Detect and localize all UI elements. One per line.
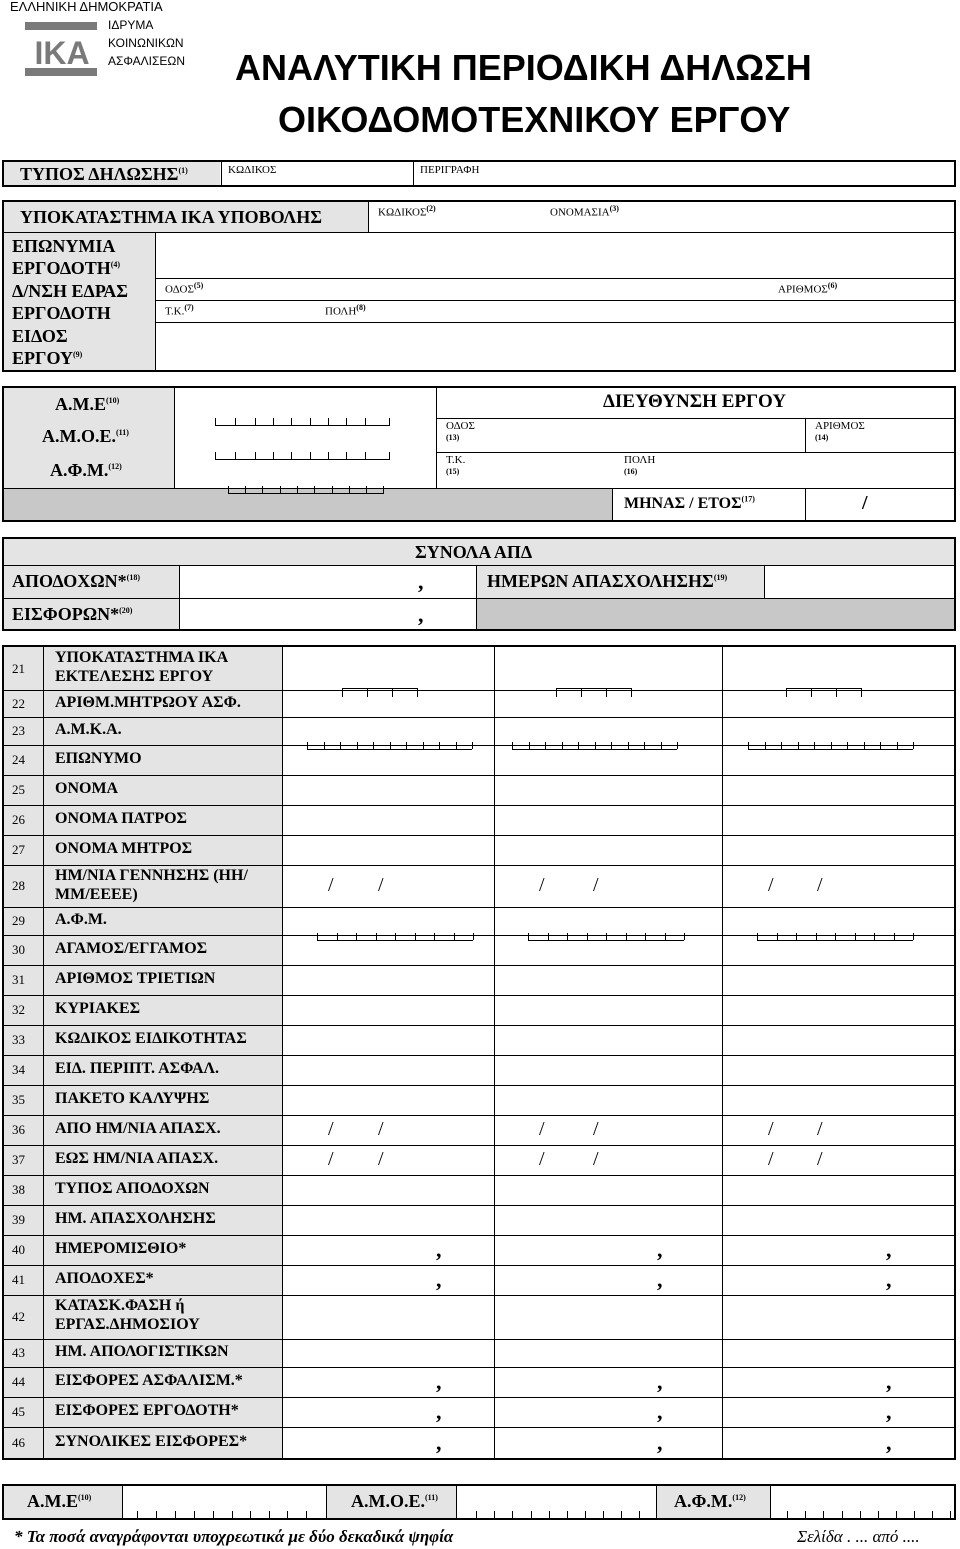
branch-name-field[interactable]: ΟΝΟΜΑΣΙΑ$^{(3)}$ — [550, 204, 619, 219]
earnings-total-field[interactable]: , — [418, 569, 424, 594]
employee-1-cell[interactable] — [284, 1177, 492, 1204]
project-street-label: ΟΔΟΣ — [446, 420, 475, 432]
row-number: 43 — [12, 1345, 25, 1360]
employer-number-field[interactable]: ΑΡΙΘΜΟΣ$^{(6)}$ — [778, 281, 838, 296]
digit-boxes[interactable] — [757, 933, 913, 941]
row-label: ΕΙΔ. ΠΕΡΙΠΤ. ΑΣΦΑΛ. — [55, 1060, 220, 1077]
contributions-total-field[interactable]: , — [418, 602, 424, 627]
declaration-description-field[interactable]: ΠΕΡΙΓΡΑΦΗ — [420, 164, 480, 176]
row-label: ΗΜΕΡΟΜΙΣΘΙΟ* — [55, 1240, 187, 1257]
decimal-separator: , — [436, 1369, 442, 1394]
row-label: ΗΜ. ΑΠΑΣΧΟΛΗΣΗΣ — [55, 1210, 216, 1227]
employee-1-cell[interactable] — [284, 867, 492, 906]
digit-boxes[interactable] — [317, 933, 473, 941]
project-zip-note: (15) — [446, 467, 460, 476]
date-separator: / — [768, 874, 774, 896]
row-number: 38 — [12, 1182, 25, 1197]
project-street-field[interactable] — [480, 420, 802, 450]
employee-3-cell[interactable] — [724, 1177, 952, 1204]
title-line2: ΟΙΚΟΔΟΜΟΤΕΧΝΙΚΟΥ ΕΡΓΟΥ — [278, 99, 791, 140]
row-number: 41 — [12, 1272, 25, 1287]
employee-2-cell[interactable] — [496, 1117, 720, 1144]
employee-2-cell[interactable] — [496, 967, 720, 994]
decimal-separator: , — [436, 1399, 442, 1424]
afm-digit-boxes[interactable] — [215, 452, 390, 460]
employer-address-label2: ΕΡΓΟΔΟΤΗ — [12, 303, 111, 323]
employee-2-cell[interactable] — [496, 1399, 720, 1426]
days-total-field[interactable] — [766, 568, 953, 596]
row-label: ΣΥΝΟΛΙΚΕΣ ΕΙΣΦΟΡΕΣ* — [55, 1432, 248, 1450]
row-number: 42 — [12, 1309, 25, 1324]
employee-2-cell[interactable] — [496, 909, 720, 934]
row-label: ΠΑΚΕΤΟ ΚΑΛΥΨΗΣ — [55, 1090, 210, 1107]
employee-2-cell[interactable] — [496, 807, 720, 834]
project-kind-label1: ΕΙΔΟΣ — [12, 326, 68, 346]
org-line3: ΑΣΦΑΛΙΣΕΩΝ — [108, 54, 186, 68]
employee-1-cell[interactable] — [284, 1429, 492, 1457]
date-separator: / — [768, 1118, 774, 1140]
amoe-digit-boxes[interactable] — [215, 418, 390, 426]
date-separator: / — [768, 1148, 774, 1170]
row-number: 35 — [12, 1092, 25, 1107]
decimal-separator: , — [436, 1429, 442, 1455]
row-label: ΟΝΟΜΑ ΜΗΤΡΟΣ — [55, 840, 193, 857]
row-number: 23 — [12, 723, 25, 738]
employee-1-cell[interactable] — [284, 997, 492, 1024]
employee-2-cell[interactable] — [496, 997, 720, 1024]
date-separator: / — [328, 1148, 334, 1170]
date-separator: / — [593, 1148, 599, 1170]
month-year-label: ΜΗΝΑΣ / ΕΤΟΣ$^{(17)}$ — [624, 494, 755, 512]
row-number: 37 — [12, 1152, 25, 1167]
row-label-line2: ΜΜ/ΕΕΕΕ) — [55, 886, 138, 903]
row-label: ΟΝΟΜΑ ΠΑΤΡΟΣ — [55, 810, 188, 827]
footer-afm-digit-boxes[interactable] — [787, 1511, 951, 1519]
org-line1: ΙΔΡΥΜΑ — [108, 18, 154, 32]
row-label: ΚΥΡΙΑΚΕΣ — [55, 1000, 141, 1017]
employee-1-cell[interactable] — [284, 909, 492, 934]
employer-surname-label1: ΕΠΩΝΥΜΙΑ — [12, 236, 116, 256]
employee-2-cell[interactable] — [496, 1341, 720, 1366]
employee-1-cell[interactable] — [284, 1369, 492, 1396]
row-label: ΚΑΤΑΣΚ.ΦΑΣΗ ή — [55, 1297, 185, 1314]
employee-1-cell[interactable] — [284, 1237, 492, 1264]
employee-3-cell[interactable] — [724, 867, 952, 906]
employee-1-cell[interactable] — [284, 1399, 492, 1426]
ika-logo — [22, 20, 102, 78]
date-separator: / — [593, 874, 599, 896]
row-label: ΤΥΠΟΣ ΑΠΟΔΟΧΩΝ — [55, 1180, 210, 1197]
employee-2-cell[interactable] — [496, 719, 720, 744]
project-zip-label: Τ.Κ. — [446, 454, 466, 466]
page-counter: Σελίδα . ... από .... — [797, 1527, 920, 1546]
row-number: 33 — [12, 1032, 25, 1047]
employee-1-cell[interactable] — [284, 807, 492, 834]
row-number: 45 — [12, 1404, 25, 1419]
employee-2-cell[interactable] — [496, 1057, 720, 1084]
employee-1-cell[interactable] — [284, 649, 492, 689]
contributions-total-label: ΕΙΣΦΟΡΩΝ*$^{(20)}$ — [12, 604, 133, 624]
employee-3-cell[interactable] — [724, 1399, 952, 1426]
decimal-separator: , — [657, 1267, 663, 1292]
digit-boxes[interactable] — [307, 742, 472, 750]
employee-1-cell[interactable] — [284, 837, 492, 864]
row-label: ΑΠΟ ΗΜ/ΝΙΑ ΑΠΑΣΧ. — [55, 1120, 221, 1137]
row-number: 22 — [12, 695, 25, 711]
row-label-line2: ΕΡΓΑΣ.ΔΗΜΟΣΙΟΥ — [55, 1316, 200, 1333]
republic-text: ΕΛΛΗΝΙΚΗ ΔΗΜΟΚΡΑΤΙΑ — [10, 0, 163, 14]
project-address-title: ΔΙΕΥΘΥΝΣΗ ΕΡΓΟΥ — [603, 391, 787, 412]
employee-2-cell[interactable] — [496, 1027, 720, 1054]
row-number: 44 — [12, 1374, 25, 1389]
branch-digit-boxes[interactable] — [556, 688, 632, 697]
decimal-separator: , — [886, 1399, 892, 1424]
date-separator: / — [817, 874, 823, 896]
footer-amoe-label: Α.Μ.Ο.Ε.$^{(11)}$ — [351, 1491, 438, 1511]
digit-boxes[interactable] — [512, 742, 677, 750]
employee-3-cell[interactable] — [724, 1087, 952, 1114]
row-label: ΗΜ. ΑΠΟΛΟΓΙΣΤΙΚΩΝ — [55, 1343, 229, 1360]
row-number: 29 — [12, 913, 25, 928]
employee-3-cell[interactable] — [724, 1429, 952, 1457]
branch-digit-boxes[interactable] — [342, 688, 418, 697]
date-separator: / — [328, 874, 334, 896]
employee-1-cell[interactable] — [284, 1117, 492, 1144]
month-year-field[interactable]: / — [862, 492, 868, 514]
row-number: 46 — [12, 1434, 25, 1450]
employee-2-cell[interactable] — [496, 1087, 720, 1114]
employee-3-cell[interactable] — [724, 807, 952, 834]
project-number-label: ΑΡΙΘΜΟΣ — [815, 420, 865, 432]
date-separator: / — [817, 1148, 823, 1170]
employer-street-field[interactable]: ΟΔΟΣ$^{(5)}$ — [165, 281, 204, 296]
date-separator: / — [817, 1118, 823, 1140]
employee-1-cell[interactable] — [284, 1027, 492, 1054]
employee-1-cell[interactable] — [284, 1267, 492, 1294]
row-label: ΑΓΑΜΟΣ/ΕΓΓΑΜΟΣ — [55, 940, 208, 957]
date-separator: / — [378, 1148, 384, 1170]
date-separator: / — [378, 1118, 384, 1140]
row-number: 26 — [12, 812, 25, 827]
employee-2-cell[interactable] — [496, 747, 720, 774]
afm-label: Α.Φ.Μ.$^{(12)}$ — [50, 460, 122, 480]
employee-2-cell[interactable] — [496, 1147, 720, 1174]
employee-3-cell[interactable] — [724, 967, 952, 994]
employee-1-cell[interactable] — [284, 1057, 492, 1084]
project-city-label: ΠΟΛΗ — [624, 454, 656, 466]
employee-1-cell[interactable] — [284, 777, 492, 804]
employee-3-cell[interactable] — [724, 837, 952, 864]
ame-label: $A.M.E^{(10)}$ — [55, 394, 120, 414]
decimal-separator: , — [436, 1237, 442, 1262]
employee-1-cell[interactable] — [284, 747, 492, 774]
date-separator: / — [539, 874, 545, 896]
row-number: 31 — [12, 972, 25, 987]
employee-1-cell[interactable] — [284, 967, 492, 994]
decimal-separator: , — [886, 1429, 892, 1455]
project-city-note: (16) — [624, 467, 638, 476]
row-label: ΕΠΩΝΥΜΟ — [55, 750, 142, 767]
date-separator: / — [593, 1118, 599, 1140]
row-number: 39 — [12, 1212, 25, 1227]
footer-ame-digit-boxes[interactable] — [137, 1511, 307, 1519]
employee-2-cell[interactable] — [496, 649, 720, 689]
employer-surname-field[interactable] — [157, 235, 953, 277]
project-kind-field[interactable] — [157, 324, 953, 368]
decimal-separator: , — [657, 1429, 663, 1455]
row-label: ΚΩΔΙΚΟΣ ΕΙΔΙΚΟΤΗΤΑΣ — [55, 1030, 247, 1047]
digit-boxes[interactable] — [748, 742, 913, 750]
employee-2-cell[interactable] — [496, 1207, 720, 1234]
employee-2-cell[interactable] — [496, 1177, 720, 1204]
row-label: ΑΠΟΔΟΧΕΣ* — [55, 1270, 154, 1287]
employee-1-cell[interactable] — [284, 1297, 492, 1338]
decimal-separator: , — [436, 1267, 442, 1292]
footer-note: * Τα ποσά αναγράφονται υποχρεωτικά με δύο δεκαδικά ψηφία — [14, 1527, 454, 1546]
row-label: ΑΡΙΘΜΟΣ ΤΡΙΕΤΙΩΝ — [55, 970, 216, 987]
employee-2-cell[interactable] — [496, 867, 720, 906]
employee-1-cell[interactable] — [284, 1207, 492, 1234]
decimal-separator: , — [657, 1369, 663, 1394]
employer-surname-label2: ΕΡΓΟΔΟΤΗ$^{(4)}$ — [12, 258, 121, 278]
row-number: 25 — [12, 782, 25, 797]
employee-2-cell[interactable] — [496, 1369, 720, 1396]
row-number: 32 — [12, 1002, 25, 1017]
branch-digit-boxes[interactable] — [786, 688, 862, 697]
row-label: Α.Φ.Μ. — [55, 911, 107, 928]
title-line1: ΑΝΑΛΥΤΙΚΗ ΠΕΡΙΟΔΙΚΗ ΔΗΛΩΣΗ — [235, 47, 812, 88]
employer-city-field[interactable]: ΠΟΛΗ$^{(8)}$ — [325, 303, 366, 318]
employee-3-cell[interactable] — [724, 1207, 952, 1234]
employee-3-cell[interactable] — [724, 1027, 952, 1054]
decimal-separator: , — [886, 1267, 892, 1292]
employee-2-cell[interactable] — [496, 1267, 720, 1294]
row-label: Α.Μ.Κ.Α. — [55, 721, 122, 738]
afm-digit-boxes-2[interactable] — [228, 486, 384, 494]
employer-zip-field[interactable]: Τ.Κ.$^{(7)}$ — [165, 303, 194, 318]
branch-code-field[interactable]: ΚΩΔΙΚΟΣ$^{(2)}$ — [378, 204, 436, 219]
project-kind-label2: ΕΡΓΟΥ$^{(9)}$ — [12, 348, 83, 368]
employee-3-cell[interactable] — [724, 747, 952, 774]
employee-1-cell[interactable] — [284, 1087, 492, 1114]
decimal-separator: , — [886, 1369, 892, 1394]
row-label-line2: ΕΚΤΕΛΕΣΗΣ ΕΡΓΟΥ — [55, 668, 214, 685]
employee-3-cell[interactable] — [724, 1341, 952, 1366]
employee-3-cell[interactable] — [724, 1117, 952, 1144]
project-street-note: (13) — [446, 433, 460, 442]
row-label: ΕΙΣΦΟΡΕΣ ΕΡΓΟΔΟΤΗ* — [55, 1402, 239, 1419]
row-label: ΑΡΙΘΜ.ΜΗΤΡΩΟΥ ΑΣΦ. — [55, 693, 241, 711]
row-label: ΗΜ/ΝΙΑ ΓΕΝΝΗΣΗΣ (ΗΗ/ — [55, 867, 248, 884]
decimal-separator: , — [657, 1237, 663, 1262]
employee-2-cell[interactable] — [496, 837, 720, 864]
totals-title: ΣΥΝΟΛΑ ΑΠΔ — [415, 542, 533, 562]
employee-3-cell[interactable] — [724, 777, 952, 804]
employee-1-cell[interactable] — [284, 937, 492, 964]
declaration-type-label: ΤΥΠΟΣ ΔΗΛΩΣΗΣ$^{(1)}$ — [20, 164, 188, 184]
row-number: 30 — [12, 942, 25, 957]
employee-2-cell[interactable] — [496, 777, 720, 804]
row-label: ΕΩΣ ΗΜ/ΝΙΑ ΑΠΑΣΧ. — [55, 1150, 219, 1167]
row-label: ΥΠΟΚΑΤΑΣΤΗΜΑ ΙΚΑ — [55, 649, 229, 666]
employee-3-cell[interactable] — [724, 1369, 952, 1396]
employee-1-cell[interactable] — [284, 719, 492, 744]
employee-3-cell[interactable] — [724, 649, 952, 689]
decimal-separator: , — [657, 1399, 663, 1424]
employee-3-cell[interactable] — [724, 909, 952, 934]
days-total-label: ΗΜΕΡΩΝ ΑΠΑΣΧΟΛΗΣΗΣ$^{(19)}$ — [487, 571, 728, 591]
project-number-note: (14) — [815, 433, 829, 442]
row-label: ΟΝΟΜΑ — [55, 780, 119, 797]
row-number: 28 — [12, 878, 25, 893]
employee-3-cell[interactable] — [724, 1297, 952, 1338]
employee-2-cell[interactable] — [496, 1237, 720, 1264]
branch-submission-label: ΥΠΟΚΑΤΑΣΤΗΜΑ ΙΚΑ ΥΠΟΒΟΛΗΣ — [20, 207, 322, 227]
employee-3-cell[interactable] — [724, 1147, 952, 1174]
row-number: 21 — [12, 660, 25, 676]
employee-3-cell[interactable] — [724, 1237, 952, 1264]
row-number: 34 — [12, 1062, 25, 1077]
declaration-code-field[interactable]: ΚΩΔΙΚΟΣ — [228, 164, 277, 176]
row-label: ΕΙΣΦΟΡΕΣ ΑΣΦΑΛΙΣΜ.* — [55, 1372, 243, 1389]
date-separator: / — [328, 1118, 334, 1140]
date-separator: / — [539, 1118, 545, 1140]
employee-2-cell[interactable] — [496, 937, 720, 964]
employee-3-cell[interactable] — [724, 937, 952, 964]
row-number: 40 — [12, 1242, 25, 1257]
digit-boxes[interactable] — [528, 933, 684, 941]
date-separator: / — [378, 874, 384, 896]
employee-1-cell[interactable] — [284, 1147, 492, 1174]
employee-3-cell[interactable] — [724, 1267, 952, 1294]
decimal-separator: , — [886, 1237, 892, 1262]
employee-3-cell[interactable] — [724, 719, 952, 744]
footer-afm-label: Α.Φ.Μ.$^{(12)}$ — [674, 1491, 746, 1511]
row-number: 36 — [12, 1122, 25, 1137]
row-number: 27 — [12, 842, 25, 857]
employee-2-cell[interactable] — [496, 1429, 720, 1457]
employee-2-cell[interactable] — [496, 1297, 720, 1338]
employee-3-cell[interactable] — [724, 1057, 952, 1084]
date-separator: / — [539, 1148, 545, 1170]
employee-1-cell[interactable] — [284, 1341, 492, 1366]
amoe-label: Α.Μ.Ο.Ε.$^{(11)}$ — [42, 426, 129, 446]
employer-address-label1: Δ/ΝΣΗ ΕΔΡΑΣ — [12, 281, 128, 301]
logo-text: ΙΚΑ — [34, 35, 90, 71]
row-number: 24 — [12, 752, 25, 767]
employee-3-cell[interactable] — [724, 997, 952, 1024]
footer-amoe-digit-boxes[interactable] — [476, 1511, 640, 1519]
earnings-total-label: ΑΠΟΔΟΧΩΝ*$^{(18)}$ — [12, 571, 140, 591]
footer-ame-label: $A.M.E^{(10)}$ — [27, 1491, 92, 1511]
org-line2: ΚΟΙΝΩΝΙΚΩΝ — [108, 36, 184, 50]
